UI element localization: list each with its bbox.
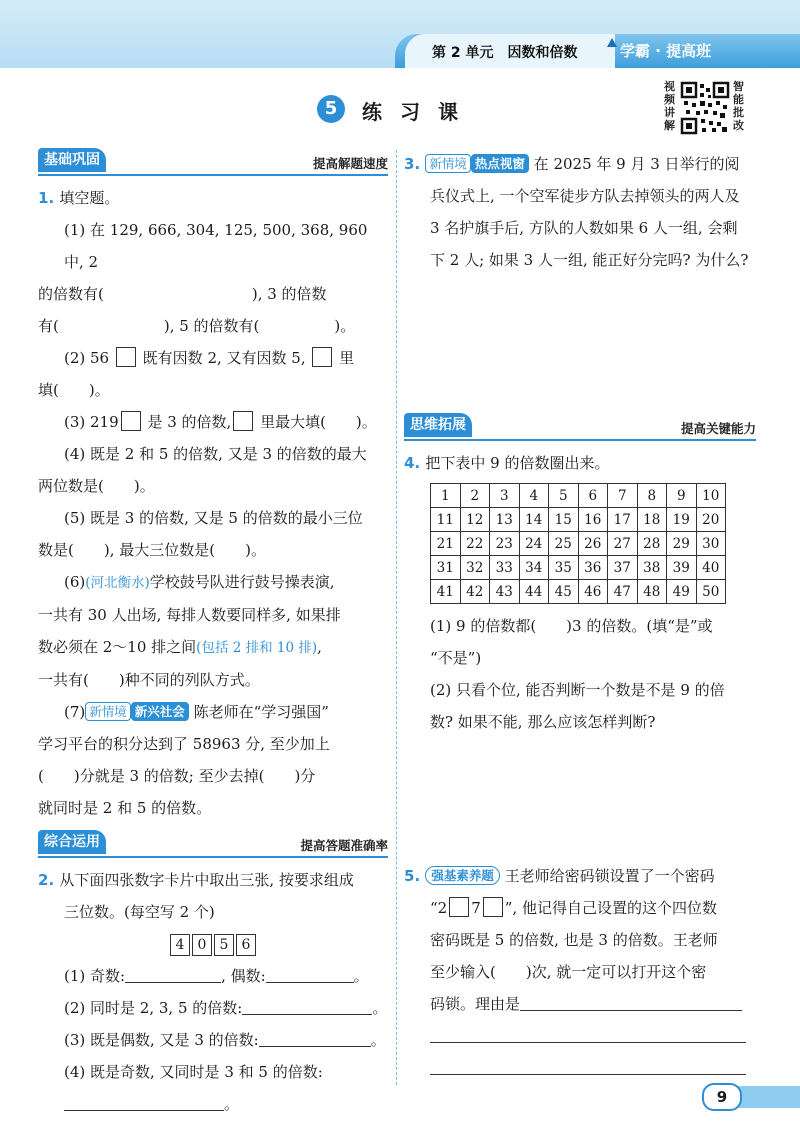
brand-label: 学霸 · 提高班 [620,42,712,60]
tag-foundation: 强基素养题 [425,866,500,885]
answer-line[interactable] [430,1056,746,1075]
range-note: (包括 2 排和 10 排) [196,640,318,656]
q2-text: 。 [370,1031,386,1049]
grid-cell[interactable]: 2 [460,484,490,508]
grid-cell[interactable]: 3 [490,484,520,508]
q2-text: (1) 奇数: [64,967,126,985]
q4-sub2-line2: 数? 如果不能, 那么应该怎样判断? [430,713,656,731]
q1-part4-line1: (4) 既是 2 和 5 的倍数, 又是 3 的倍数的最大 [64,445,367,463]
grid-cell[interactable]: 37 [608,556,638,580]
page-footer-bar [736,1086,800,1108]
grid-cell[interactable]: 43 [490,580,520,604]
question-3: 3. 新情境 热点视窗 在 2025 年 9 月 3 日举行的阅 兵仪式上, 一个空军徒步方队去掉领头的两人及 3 名护旗手后, 方队的人数如果 6 人一组, 会剩 下 2 人; 如果 3 人一组, 能正好分完吗? 为什么? [404,148,756,413]
answer-line[interactable] [125,964,221,983]
question-title: 把下表中 9 的倍数圈出来。 [425,454,610,472]
q1-text: 里 [339,349,355,367]
q1-part7-line4: 就同时是 2 和 5 的倍数。 [38,799,212,817]
q2-text: (2) 同时是 2, 3, 5 的倍数: [64,999,243,1017]
q1-text: ), 3 的倍数 [251,285,327,303]
q1-text: (6) [64,573,86,591]
q4-sub2-line1: (2) 只看个位, 能否判断一个数是不是 9 的倍 [430,681,725,699]
q3-line2: 兵仪式上, 一个空军徒步方队去掉领头的两人及 [430,187,740,205]
section-subtitle: 提高解题速度 [312,156,388,171]
section-header-basic [38,148,388,176]
q1-text: 既有因数 2, 又有因数 5, [142,349,306,367]
q1-part7-line2: 学习平台的积分达到了 58963 分, 至少加上 [38,735,330,753]
q3-line4: 下 2 人; 如果 3 人一组, 能正好分完吗? 为什么? [430,251,749,269]
q5-line4: 至少输入( )次, 就一定可以打开这个密 [430,963,707,981]
grid-cell[interactable]: 33 [490,556,520,580]
q5-line3: 密码既是 5 的倍数, 也是 3 的倍数。王老师 [430,931,718,949]
q5-text: 7 [471,899,481,917]
grid-cell[interactable]: 10 [696,484,726,508]
lesson-number-badge: 5 [317,95,345,123]
q2-title-line2: 三位数。(每空写 2 个) [64,903,215,921]
grid-cell[interactable]: 17 [608,508,638,532]
q1-text: 陈老师在“学习强国” [193,703,329,721]
q2-text: , 偶数: [221,967,266,985]
digit-box[interactable] [116,347,136,367]
qr-left-label: 视频讲解 [664,80,675,132]
grid-cell[interactable]: 31 [431,556,461,580]
grid-cell[interactable]: 20 [696,508,726,532]
question-2: 2. 从下面四张数字卡片中取出三张, 按要求组成 三位数。(每空写 2 个) 4 0 5 6 (1) 奇数: , 偶数: 。 (2) 同时是 2, 3, 5 的倍数: 。 (3) 既是偶数, 又是 3 的倍数: 。 (4) 既是奇数, 又同时是 3 和 5 的倍数: 。 [38,871,388,1113]
grid-cell[interactable]: 41 [431,580,461,604]
digit-box[interactable] [449,897,469,917]
grid-cell[interactable]: 47 [608,580,638,604]
q1-part4-line2: 两位数是( )。 [38,477,155,495]
tag-new-context: 新情境 [425,154,471,173]
q1-text: 有( [38,317,59,335]
q1-part5-line1: (5) 既是 3 的倍数, 又是 5 的倍数的最小三位 [64,509,363,527]
tag-new-context: 新情境 [85,702,131,721]
q5-text: ”, 他记得自己设置的这个四位数 [504,899,717,917]
q1-text: 学校鼓号队进行鼓号操表演, [149,573,335,591]
answer-line[interactable] [259,1028,371,1047]
grid-cell[interactable]: 5 [549,484,579,508]
answer-line[interactable] [520,992,742,1011]
grid-cell[interactable]: 50 [696,580,726,604]
tag-new-society: 新兴社会 [131,702,189,721]
q1-text: 数必须在 2～10 排之间 [38,638,197,656]
digit-cards [38,934,388,956]
grid-cell[interactable]: 28 [637,532,667,556]
q1-text: 是 3 的倍数, [147,413,232,431]
section-subtitle: 提高答题准确率 [300,838,388,853]
tag-hot-topic: 热点视窗 [471,154,529,173]
qr-code-icon[interactable] [680,81,730,135]
grid-cell[interactable]: 21 [431,532,461,556]
grid-cell[interactable]: 18 [637,508,667,532]
q4-answer-area[interactable] [404,738,756,860]
digit-box[interactable] [233,411,253,431]
digit-box[interactable] [483,897,503,917]
grid-cell[interactable]: 14 [519,508,549,532]
question-number: 5 [404,867,415,885]
q5-text: 王老师给密码锁设置了一个密码 [504,867,715,885]
q2-text: 。 [353,967,369,985]
section-tag: 综合运用 [38,830,106,854]
number-grid [430,483,726,604]
question-4: 4. 把下表中 9 的倍数圈出来。 1 2 3 4 5 6 7 8 9 10 11 12 13 14 15 16 17 18 19 20 21 22 23 24 25 26 27 28 29 30 31 32 33 34 35 36 37 38 39 40 41 42 43 44 45 46 47 48 49 50 (1) 9 的倍数都( )3 的倍数。(填“是”或 “不是”) (2) 只看个位, 能否判断一个数是不是 9 的倍 数? 如果不能, 那么应该怎样判断? [404,447,756,860]
q2-text: (3) 既是偶数, 又是 3 的倍数: [64,1031,259,1049]
grid-cell[interactable]: 34 [519,556,549,580]
grid-cell[interactable]: 11 [431,508,461,532]
q1-part7-line3: ( )分就是 3 的倍数; 至少去掉( )分 [38,767,316,785]
source-note: (河北衡水) [85,575,150,591]
answer-line[interactable] [242,996,372,1015]
q2-text: 。 [224,1095,240,1113]
question-5: 5. 强基素养题 王老师给密码锁设置了一个密码 “2 7 ”, 他记得自己设置的这个四位数 密码既是 5 的倍数, 也是 3 的倍数。王老师 至少输入( )次, 就一定可以打开这个密 码锁。理由是 [404,860,756,1084]
grid-cell[interactable]: 38 [637,556,667,580]
grid-cell[interactable]: 23 [490,532,520,556]
grid-row [431,556,726,580]
q1-text: (7) [64,703,86,721]
q2-line4: (4) 既是奇数, 又同时是 3 和 5 的倍数: [64,1063,323,1081]
section-header-apply [38,830,388,858]
page-number: 9 [702,1083,742,1111]
question-1: 1. 填空题。 (1) 在 129, 666, 304, 125, 500, 368, 960 中, 2 的倍数有( ), 3 的倍数 有( ), 5 的倍数有( )。 (2) 56 既有因数 2, 又有因数 5, 里 填( )。 (3) 219 是 3 的倍数, 里最大填( )。 (4) 既是 2 和 5 的倍数, 又是 3 的倍数的最大 两位数是( )。 (5) 既是 3 的倍数, 又是 5 的倍数的最小三位 数是( ), 最大三位数是( )。 (6)(河北衡水)学校鼓号队进行鼓号操表演, 一共有 30 人出场, 每排人数要同样多, 如果排 数必须在 2～10 排之间(包括 2 排和 10 排), 一共有( )种不同的列队方式。 (7) 新情境 新兴社会 陈老师在“学习强国” 学习平台的积分达到了 58963 分, 至少加上 ( )分就是 3 的倍数; 至少去掉( )分 就同时是 2 和 5 的倍数。 [38,182,388,824]
grid-cell[interactable]: 30 [696,532,726,556]
question-number: 2 [38,871,49,889]
section-tag: 基础巩固 [38,148,106,172]
q1-part1-line1: (1) 在 129, 666, 304, 125, 500, 368, 960 中, 2 [64,221,368,271]
q5-text: “2 [430,899,448,917]
question-title: 填空题。 [59,189,120,207]
brand-arrow-icon [607,38,617,47]
q1-part6-line2: 一共有 30 人出场, 每排人数要同样多, 如果排 [38,606,341,624]
q5-text: 码锁。理由是 [430,995,521,1013]
q1-part6-line4: 一共有( )种不同的列队方式。 [38,671,260,689]
q1-part2-line2: 填( )。 [38,381,110,399]
section-subtitle: 提高关键能力 [680,421,756,436]
q1-text: 里最大填( )。 [260,413,377,431]
grid-cell[interactable]: 1 [431,484,461,508]
grid-cell[interactable]: 35 [549,556,579,580]
q3-answer-area[interactable] [404,276,756,413]
grid-cell[interactable]: 29 [667,532,697,556]
unit-label: 第 2 单元 因数和倍数 [432,45,578,61]
question-number: 3 [404,155,415,173]
q1-text: (2) 56 [64,349,110,367]
left-column [38,148,388,1120]
grid-cell[interactable]: 13 [490,508,520,532]
grid-cell[interactable]: 32 [460,556,490,580]
grid-cell[interactable]: 19 [667,508,697,532]
q3-line3: 3 名护旗手后, 方队的人数如果 6 人一组, 会剩 [430,219,738,237]
grid-cell[interactable]: 48 [637,580,667,604]
grid-cell[interactable]: 42 [460,580,490,604]
grid-cell[interactable]: 27 [608,532,638,556]
q1-text: )。 [334,317,356,335]
grid-cell[interactable]: 45 [549,580,579,604]
grid-cell[interactable]: 24 [519,532,549,556]
qr-right-label: 智能批改 [733,80,744,132]
grid-cell[interactable]: 15 [549,508,579,532]
grid-cell[interactable]: 25 [549,532,579,556]
grid-cell[interactable]: 12 [460,508,490,532]
digit-card: 6 [236,934,256,956]
grid-cell[interactable]: 4 [519,484,549,508]
digit-box[interactable] [312,347,332,367]
q1-text: ), 5 的倍数有( [163,317,260,335]
q2-text: 。 [372,999,388,1017]
answer-line[interactable] [64,1092,224,1111]
grid-cell[interactable]: 36 [578,556,608,580]
digit-card: 4 [170,934,190,956]
grid-cell[interactable]: 6 [578,484,608,508]
grid-cell[interactable]: 44 [519,580,549,604]
grid-cell[interactable]: 40 [696,556,726,580]
grid-cell[interactable]: 49 [667,580,697,604]
q4-sub1-line1: (1) 9 的倍数都( )3 的倍数。(填“是”或 [430,617,713,635]
digit-box[interactable] [121,411,141,431]
right-column [404,148,756,1084]
grid-cell[interactable]: 7 [608,484,638,508]
grid-row [431,484,726,508]
q1-part5-line2: 数是( ), 最大三位数是( )。 [38,541,266,559]
digit-card: 0 [192,934,212,956]
section-header-think [404,413,756,441]
q4-sub1-line2: “不是”) [430,649,482,667]
question-number: 1 [38,189,49,207]
section-tag: 思维拓展 [404,413,472,437]
q1-text: (3) 219 [64,413,119,431]
q1-text: 的倍数有( [38,285,104,303]
q1-text: , [317,638,322,656]
grid-cell[interactable]: 46 [578,580,608,604]
grid-cell[interactable]: 39 [667,556,697,580]
question-number: 4 [404,454,415,472]
digit-card: 5 [214,934,234,956]
column-divider [396,150,397,1085]
grid-row [431,532,726,556]
grid-row [431,580,726,604]
grid-cell[interactable]: 22 [460,532,490,556]
grid-cell[interactable]: 9 [667,484,697,508]
q3-text: 在 2025 年 9 月 3 日举行的阅 [533,155,740,173]
question-title: 从下面四张数字卡片中取出三张, 按要求组成 [59,871,354,889]
grid-cell[interactable]: 16 [578,508,608,532]
page-title: 练习课 [362,100,476,124]
answer-line[interactable] [430,1024,746,1043]
grid-cell[interactable]: 8 [637,484,667,508]
grid-row [431,508,726,532]
grid-cell[interactable]: 26 [578,532,608,556]
answer-line[interactable] [266,964,354,983]
